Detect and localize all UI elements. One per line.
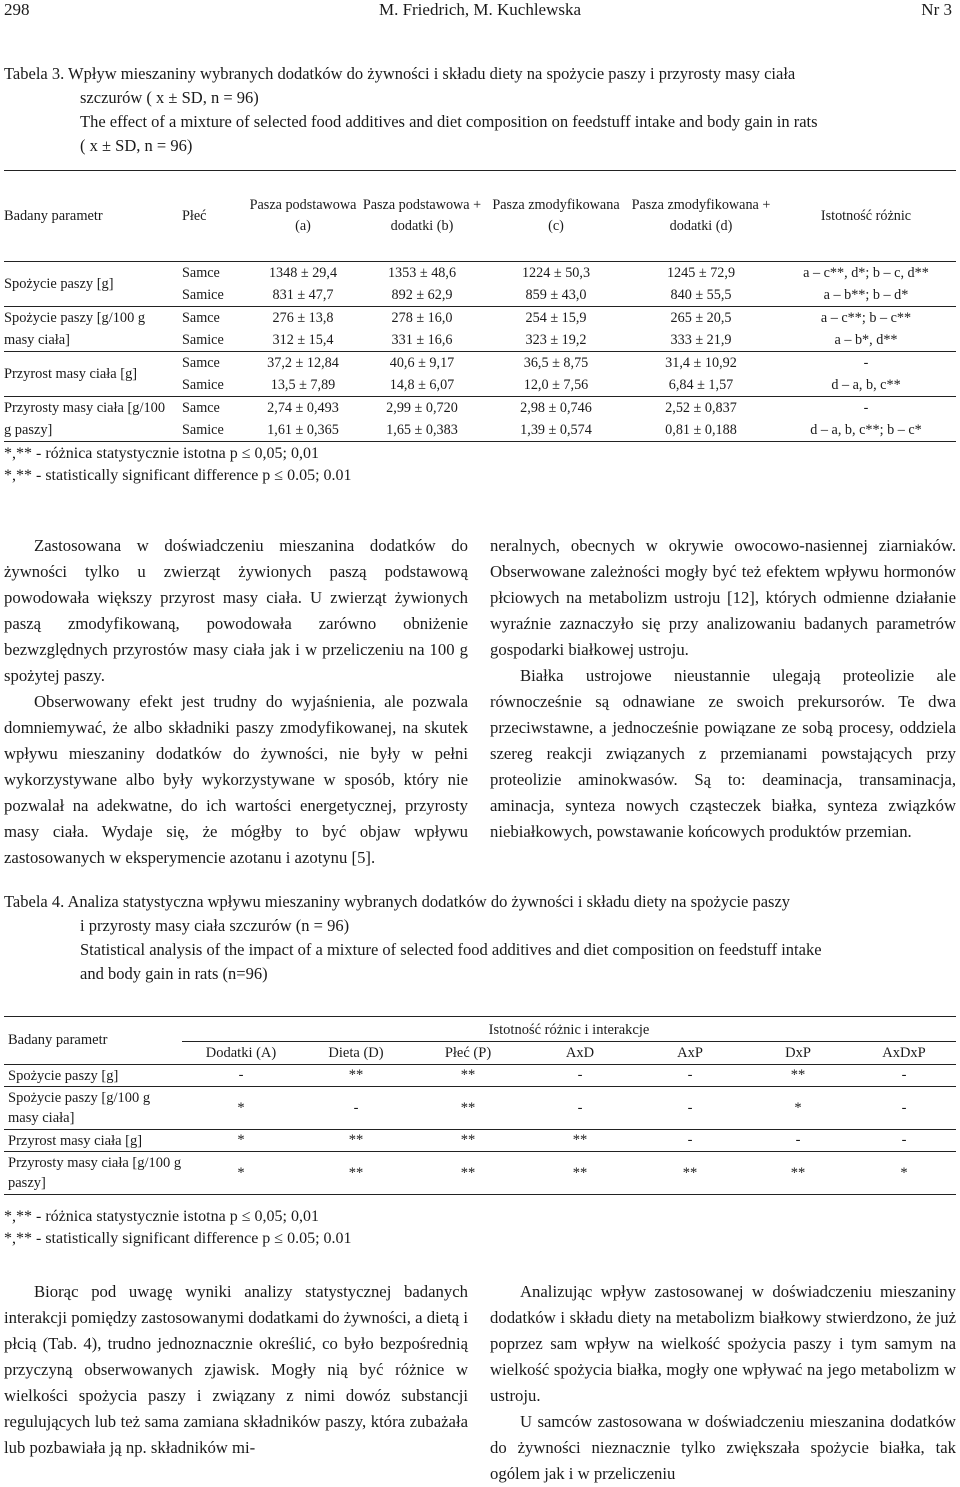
- paragraph: Obserwowany efekt jest trudny do wyjaśnienia, ale pozwala domniemywać, że albo składniki paszy zmodyfikowanej, na skutek wpływu mieszaniny dodatków do żywności, nie były w pełni wykorzystywane albo były wykorzystywane w sposób, który nie pozwalał na adekwatne, do ich wartości energetycznej, przyrosty masy ciała. Wydaje się, że mógłby to być objaw wpływu zastosowanych w eksperymencie azotanu i azotynu [5].: [4, 692, 468, 867]
- sex-cell: Samice: [172, 419, 248, 442]
- param-cell: Spożycie paszy [g]: [4, 1065, 182, 1087]
- table3-footnote: [4, 443, 352, 487]
- significance-cell: -: [636, 1130, 744, 1152]
- factor-header-cell: DxP: [744, 1042, 852, 1065]
- value-cell: 892 ± 62,9: [358, 284, 486, 307]
- significance-cell: -: [524, 1065, 636, 1087]
- table4-caption-en-1: Statistical analysis of the impact of a mixture of selected food additives and diet composition on feedstuff intake: [80, 940, 822, 959]
- value-cell: 278 ± 16,0: [391, 310, 453, 326]
- significance-cell: **: [412, 1065, 524, 1087]
- value-cell: 254 ± 15,9: [525, 310, 587, 326]
- significance-cell: **: [300, 1130, 412, 1152]
- table3-footnote-pl: *,** - różnica statystycznie istotna p ≤ 0,05; 0,01: [4, 445, 319, 462]
- significance-cell: -: [182, 1065, 300, 1087]
- value-cell: 1,61 ± 0,365: [248, 419, 358, 442]
- value-cell: 265 ± 20,5: [670, 310, 732, 326]
- table-row: [4, 397, 956, 420]
- param-cell: Przyrost masy ciała [g]: [4, 1130, 182, 1152]
- table3: [4, 170, 956, 442]
- significance-cell: **: [412, 1130, 524, 1152]
- table3-header-c: Pasza zmodyfikowana (c): [486, 171, 626, 262]
- issue-number: Nr 3: [921, 0, 952, 19]
- table3-header-param: Badany parametr: [4, 171, 172, 262]
- table4-footnote-en: *,** - statistically significant difference p ≤ 0.05; 0.01: [4, 1230, 352, 1247]
- significance-cell: -: [636, 1087, 744, 1130]
- significance-cell: **: [300, 1152, 412, 1195]
- table4: [4, 1016, 956, 1195]
- significance-cell: a – c**; b – c**: [820, 310, 912, 326]
- table3-header-sex: Płeć: [172, 171, 248, 262]
- paragraph: Biorąc pod uwagę wyniki analizy statystycznej badanych interakcji pomiędzy zastosowanymi dodatkami do żywności, a dietą i płcią (Tab. 4), trudno jednoznacznie określić, co było bezpośrednią przyczyną obserwowanych zjawisk. Mogły nią być różnice w wielkości spożycia paszy i związany z nimi dowóz substancji regulujących lub też sama zamiana składników paszy, która zubażała lub pozbawiała ją np. składników mi-: [4, 1282, 468, 1457]
- table3-header-d: Pasza zmodyfikowana + dodatki (d): [626, 171, 776, 262]
- significance-cell: -: [300, 1087, 412, 1130]
- value-cell: 1,39 ± 0,574: [486, 419, 626, 442]
- value-cell: 2,74 ± 0,493: [267, 400, 339, 416]
- significance-cell: -: [863, 355, 869, 371]
- table-row: [4, 307, 956, 330]
- significance-cell: **: [412, 1152, 524, 1195]
- value-cell: 6,84 ± 1,57: [626, 374, 776, 397]
- value-cell: 331 ± 16,6: [358, 329, 486, 352]
- table3-header-a: Pasza podstawowa (a): [248, 171, 358, 262]
- value-cell: 36,5 ± 8,75: [523, 355, 589, 371]
- running-authors: M. Friedrich, M. Kuchlewska: [378, 0, 582, 19]
- table4-caption-pl-1: Tabela 4. Analiza statystyczna wpływu mieszaniny wybranych dodatków do żywności i składu diety na spożycie paszy: [4, 892, 791, 911]
- significance-cell: **: [524, 1130, 636, 1152]
- page-number: 298: [4, 0, 30, 19]
- significance-cell: -: [852, 1130, 956, 1152]
- table4-caption: [4, 890, 956, 986]
- significance-cell: -: [744, 1130, 852, 1152]
- factor-header-cell: Płeć (P): [412, 1042, 524, 1065]
- paragraph: Analizując wpływ zastosowanej w doświadczeniu mieszaniny dodatków i składu diety na metabolizm białkowy stwierdzono, że już poprzez sam wpływ na wielkość spożycia paszy i tym samym na wielkość spożycia białka, mogły one wpływać na jego metabolizm w ustroju.: [490, 1282, 956, 1405]
- table-row: [4, 1152, 956, 1195]
- significance-cell: *: [182, 1130, 300, 1152]
- table4-body: [4, 1017, 956, 1195]
- significance-cell: d – a, b, c**: [776, 374, 956, 397]
- significance-cell: **: [300, 1065, 412, 1087]
- significance-cell: a – b**; b – d*: [776, 284, 956, 307]
- value-cell: 1224 ± 50,3: [521, 265, 591, 281]
- value-cell: 831 ± 47,7: [248, 284, 358, 307]
- table3-caption-en-2: ( x ± SD, n = 96): [80, 136, 193, 155]
- param-cell: Przyrost masy ciała [g]: [4, 352, 172, 397]
- text-column-right-2: [490, 1279, 956, 1487]
- sex-cell: Samice: [172, 284, 248, 307]
- table3-header-b: Pasza podstawowa + dodatki (b): [358, 171, 486, 262]
- text-column-left-2: [4, 1279, 468, 1461]
- sex-cell: Samce: [182, 265, 220, 281]
- value-cell: 2,98 ± 0,746: [520, 400, 592, 416]
- significance-cell: *: [744, 1087, 852, 1130]
- significance-cell: -: [852, 1065, 956, 1087]
- table3-header-significance: Istotność różnic: [776, 171, 956, 262]
- table-row: [4, 1130, 956, 1152]
- paragraph: Białka ustrojowe nieustannie ulegają proteolizie ale równocześnie są odnawiane ze swoich prekursorów. Te dwa przeciwstawne, a jednocześnie powiązane ze sobą procesy, oddziela szereg reakcji związanych z przemianami powstających przy proteolizie aminokwasów. Są to: deaminacja, transaminacja, aminacja, synteza nowych cząsteczek białka, synteza związków niebiałkowych, powstawanie końcowych produktów przemian.: [490, 666, 956, 841]
- sex-cell: Samice: [172, 329, 248, 352]
- value-cell: 312 ± 15,4: [248, 329, 358, 352]
- factor-header-cell: Dodatki (A): [182, 1042, 300, 1065]
- value-cell: 333 ± 21,9: [626, 329, 776, 352]
- significance-cell: -: [636, 1065, 744, 1087]
- factor-header-cell: AxP: [636, 1042, 744, 1065]
- table-row: [4, 1065, 956, 1087]
- table3-caption-pl-2: szczurów ( x ± SD, n = 96): [80, 88, 259, 107]
- significance-cell: *: [182, 1087, 300, 1130]
- table3-caption: [4, 62, 956, 158]
- table4-footnote: [4, 1206, 352, 1250]
- significance-cell: *: [182, 1152, 300, 1195]
- significance-cell: **: [524, 1152, 636, 1195]
- significance-cell: d – a, b, c**; b – c*: [776, 419, 956, 442]
- value-cell: 13,5 ± 7,89: [248, 374, 358, 397]
- text-column-left-1: [4, 533, 468, 871]
- significance-cell: -: [852, 1087, 956, 1130]
- sex-cell: Samce: [182, 310, 220, 326]
- significance-cell: **: [412, 1087, 524, 1130]
- value-cell: 2,52 ± 0,837: [665, 400, 737, 416]
- significance-cell: *: [852, 1152, 956, 1195]
- significance-cell: **: [744, 1152, 852, 1195]
- table4-caption-pl-2: i przyrosty masy ciała szczurów (n = 96): [80, 916, 350, 935]
- table3-caption-pl-1: Tabela 3. Wpływ mieszaniny wybranych dodatków do żywności i składu diety na spożycie paszy i przyrosty masy ciała: [4, 64, 796, 83]
- table3-footnote-en: *,** - statistically significant difference p ≤ 0.05; 0.01: [4, 467, 352, 484]
- value-cell: 276 ± 13,8: [272, 310, 334, 326]
- significance-cell: -: [524, 1087, 636, 1130]
- value-cell: 40,6 ± 9,17: [389, 355, 455, 371]
- table4-header-group: Istotność różnic i interakcje: [182, 1017, 956, 1042]
- value-cell: 31,4 ± 10,92: [665, 355, 737, 371]
- significance-cell: **: [636, 1152, 744, 1195]
- paragraph: neralnych, obecnych w okrywie owocowo-nasiennej ziarniaków. Obserwowane zależności mogły być też efektem wpływu hormonów płciowych na metabolizm ustroju [12], których odmienne działanie wyraźnie zaznaczyło się przy analizowaniu badanych parametrów gospodarki białkowej ustroju.: [490, 536, 956, 659]
- factor-header-cell: Dieta (D): [300, 1042, 412, 1065]
- value-cell: 840 ± 55,5: [626, 284, 776, 307]
- table4-header-param: Badany parametr: [4, 1017, 182, 1065]
- significance-cell: a – c**, d*; b – c, d**: [803, 265, 929, 281]
- table3-caption-en-1: The effect of a mixture of selected food additives and diet composition on feedstuff intake and body gain in rats: [80, 112, 818, 131]
- table4-footnote-pl: *,** - różnica statystycznie istotna p ≤ 0,05; 0,01: [4, 1208, 319, 1225]
- value-cell: 323 ± 19,2: [486, 329, 626, 352]
- significance-cell: a – b*, d**: [776, 329, 956, 352]
- table3-body: [4, 262, 956, 442]
- param-cell: Spożycie paszy [g/100 g masy ciała]: [4, 307, 172, 352]
- sex-cell: Samce: [182, 400, 220, 416]
- significance-cell: -: [863, 400, 869, 416]
- table4-caption-en-2: and body gain in rats (n=96): [80, 964, 268, 983]
- significance-cell: **: [744, 1065, 852, 1087]
- value-cell: 2,99 ± 0,720: [386, 400, 458, 416]
- param-cell: Przyrosty masy ciała [g/100 g paszy]: [4, 397, 172, 442]
- value-cell: 1353 ± 48,6: [387, 265, 457, 281]
- param-cell: Spożycie paszy [g]: [4, 262, 172, 307]
- paragraph: U samców zastosowana w doświadczeniu mieszanina dodatków do żywności nieznacznie tylko zwiększała spożycie białka, tak ogólem jak i w przeliczeniu: [490, 1412, 956, 1483]
- value-cell: 0,81 ± 0,188: [626, 419, 776, 442]
- value-cell: 14,8 ± 6,07: [358, 374, 486, 397]
- factor-header-cell: AxDxP: [852, 1042, 956, 1065]
- value-cell: 859 ± 43,0: [486, 284, 626, 307]
- value-cell: 1,65 ± 0,383: [358, 419, 486, 442]
- value-cell: 12,0 ± 7,56: [486, 374, 626, 397]
- table-row: [4, 262, 956, 285]
- value-cell: 1348 ± 29,4: [268, 265, 338, 281]
- table-row: [4, 352, 956, 375]
- param-cell: Spożycie paszy [g/100 g masy ciała]: [4, 1087, 182, 1130]
- sex-cell: Samice: [172, 374, 248, 397]
- text-column-right-1: [490, 533, 956, 845]
- value-cell: 37,2 ± 12,84: [267, 355, 339, 371]
- value-cell: 1245 ± 72,9: [666, 265, 736, 281]
- table-row: [4, 1087, 956, 1130]
- factor-header-cell: AxD: [524, 1042, 636, 1065]
- param-cell: Przyrosty masy ciała [g/100 g paszy]: [4, 1152, 182, 1195]
- paragraph: Zastosowana w doświadczeniu mieszanina dodatków do żywności tylko u zwierząt żywionych paszą podstawową powodowała większy przyrost masy ciała. U zwierząt żywionych paszą zmodyfikowaną, powodowała zarówno obniżenie bezwzględnych przyrostów masy ciała jak i w przeliczeniu na 100 g spożytej paszy.: [4, 536, 468, 685]
- running-header: [0, 0, 960, 22]
- sex-cell: Samce: [182, 355, 220, 371]
